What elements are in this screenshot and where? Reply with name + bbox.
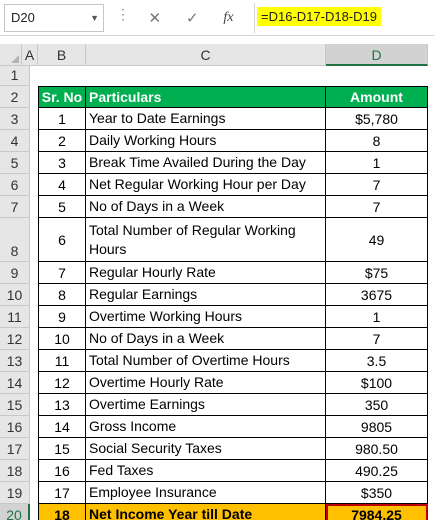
table-cell-particulars[interactable]: Total Number of Overtime Hours: [86, 350, 326, 372]
column-header-c[interactable]: C: [86, 44, 326, 66]
name-box[interactable]: [4, 4, 104, 32]
table-cell-sr-no[interactable]: 11: [38, 350, 86, 372]
more-options-icon[interactable]: ⋮: [116, 6, 129, 22]
table-cell-particulars[interactable]: Gross Income: [86, 416, 326, 438]
table-cell-particulars[interactable]: Fed Taxes: [86, 460, 326, 482]
table-cell-sr-no[interactable]: 6: [38, 218, 86, 262]
table-cell-amount[interactable]: 1: [326, 152, 428, 174]
row-header[interactable]: 13: [0, 350, 30, 372]
table-cell-particulars[interactable]: Total Number of Regular Working Hours: [86, 218, 326, 262]
confirm-icon[interactable]: ✓: [185, 10, 199, 27]
row-header[interactable]: 10: [0, 284, 30, 306]
table-cell-amount[interactable]: 1: [326, 306, 428, 328]
table-cell-particulars[interactable]: Break Time Availed During the Day: [86, 152, 326, 174]
row-header-active[interactable]: 20: [0, 504, 30, 520]
table-cell-amount[interactable]: 8: [326, 130, 428, 152]
formula-input[interactable]: [254, 3, 430, 33]
table-cell-sr-no[interactable]: 15: [38, 438, 86, 460]
table-cell-amount[interactable]: 3.5: [326, 350, 428, 372]
table-cell-particulars[interactable]: Regular Hourly Rate: [86, 262, 326, 284]
header-particulars[interactable]: Particulars: [86, 86, 326, 108]
formula-bar: [0, 0, 434, 36]
row-header[interactable]: 3: [0, 108, 30, 130]
table-cell-sr-no[interactable]: 17: [38, 482, 86, 504]
table-cell-amount[interactable]: 7: [326, 174, 428, 196]
row-header[interactable]: 14: [0, 372, 30, 394]
table-cell-sr-no[interactable]: 5: [38, 196, 86, 218]
row-header[interactable]: 9: [0, 262, 30, 284]
row-header[interactable]: 11: [0, 306, 30, 328]
row-header[interactable]: 1: [0, 66, 30, 86]
column-header-d[interactable]: D: [326, 44, 428, 66]
row-header[interactable]: 6: [0, 174, 30, 196]
selected-cell-net-income[interactable]: 7984.25: [326, 504, 428, 520]
table-cell-particulars[interactable]: No of Days in a Week: [86, 196, 326, 218]
table-cell-particulars[interactable]: Overtime Earnings: [86, 394, 326, 416]
table-cell-amount[interactable]: $350: [326, 482, 428, 504]
table-cell-sr-no[interactable]: 8: [38, 284, 86, 306]
header-sr-no[interactable]: Sr. No: [38, 86, 86, 108]
formula-text: =D16-D17-D18-D19: [257, 7, 381, 26]
table-cell-amount[interactable]: 49: [326, 218, 428, 262]
cancel-icon[interactable]: ✕: [148, 10, 162, 27]
table-cell-particulars[interactable]: Overtime Hourly Rate: [86, 372, 326, 394]
row-header[interactable]: 17: [0, 438, 30, 460]
table-cell-amount[interactable]: 3675: [326, 284, 428, 306]
name-box-value: D20: [11, 10, 35, 25]
table-cell-amount[interactable]: 7: [326, 196, 428, 218]
row-header[interactable]: 12: [0, 328, 30, 350]
table-cell-particulars[interactable]: Employee Insurance: [86, 482, 326, 504]
table-cell-amount[interactable]: $75: [326, 262, 428, 284]
total-cell-sr-no[interactable]: 18: [38, 504, 86, 520]
table-cell-amount[interactable]: 490.25: [326, 460, 428, 482]
table-cell-amount[interactable]: $100: [326, 372, 428, 394]
table-cell-particulars[interactable]: Regular Earnings: [86, 284, 326, 306]
row-header[interactable]: 2: [0, 86, 30, 108]
table-cell-sr-no[interactable]: 13: [38, 394, 86, 416]
table-cell-amount[interactable]: 980.50: [326, 438, 428, 460]
table-cell-sr-no[interactable]: 9: [38, 306, 86, 328]
table-cell-amount[interactable]: 9805: [326, 416, 428, 438]
table-cell-sr-no[interactable]: 10: [38, 328, 86, 350]
table-cell-sr-no[interactable]: 3: [38, 152, 86, 174]
row-header[interactable]: 8: [0, 218, 30, 262]
header-amount[interactable]: Amount: [326, 86, 428, 108]
table-cell-sr-no[interactable]: 2: [38, 130, 86, 152]
table-cell-sr-no[interactable]: 7: [38, 262, 86, 284]
table-cell-particulars[interactable]: Overtime Working Hours: [86, 306, 326, 328]
table-cell-particulars[interactable]: Social Security Taxes: [86, 438, 326, 460]
row-header[interactable]: 7: [0, 196, 30, 218]
column-header-b[interactable]: B: [38, 44, 86, 66]
row-header[interactable]: 4: [0, 130, 30, 152]
table-cell-particulars[interactable]: Year to Date Earnings: [86, 108, 326, 130]
column-header-a[interactable]: A: [22, 44, 38, 66]
table-cell-particulars[interactable]: Net Regular Working Hour per Day: [86, 174, 326, 196]
row-header[interactable]: 18: [0, 460, 30, 482]
table-cell-amount[interactable]: 350: [326, 394, 428, 416]
chevron-down-icon[interactable]: ▼: [90, 13, 99, 23]
row-header[interactable]: 16: [0, 416, 30, 438]
table-cell-sr-no[interactable]: 16: [38, 460, 86, 482]
table-cell-sr-no[interactable]: 14: [38, 416, 86, 438]
select-all-corner[interactable]: [0, 44, 22, 66]
row-header[interactable]: 15: [0, 394, 30, 416]
insert-function-icon[interactable]: fx: [223, 10, 234, 25]
table-cell-amount[interactable]: $5,780: [326, 108, 428, 130]
table-cell-amount[interactable]: 7: [326, 328, 428, 350]
table-cell-particulars[interactable]: No of Days in a Week: [86, 328, 326, 350]
table-cell-sr-no[interactable]: 12: [38, 372, 86, 394]
total-cell-particulars[interactable]: Net Income Year till Date: [86, 504, 326, 520]
row-header[interactable]: 5: [0, 152, 30, 174]
table-cell-particulars[interactable]: Daily Working Hours: [86, 130, 326, 152]
row-header[interactable]: 19: [0, 482, 30, 504]
formula-actions: [136, 4, 246, 32]
table-cell-sr-no[interactable]: 1: [38, 108, 86, 130]
table-cell-sr-no[interactable]: 4: [38, 174, 86, 196]
